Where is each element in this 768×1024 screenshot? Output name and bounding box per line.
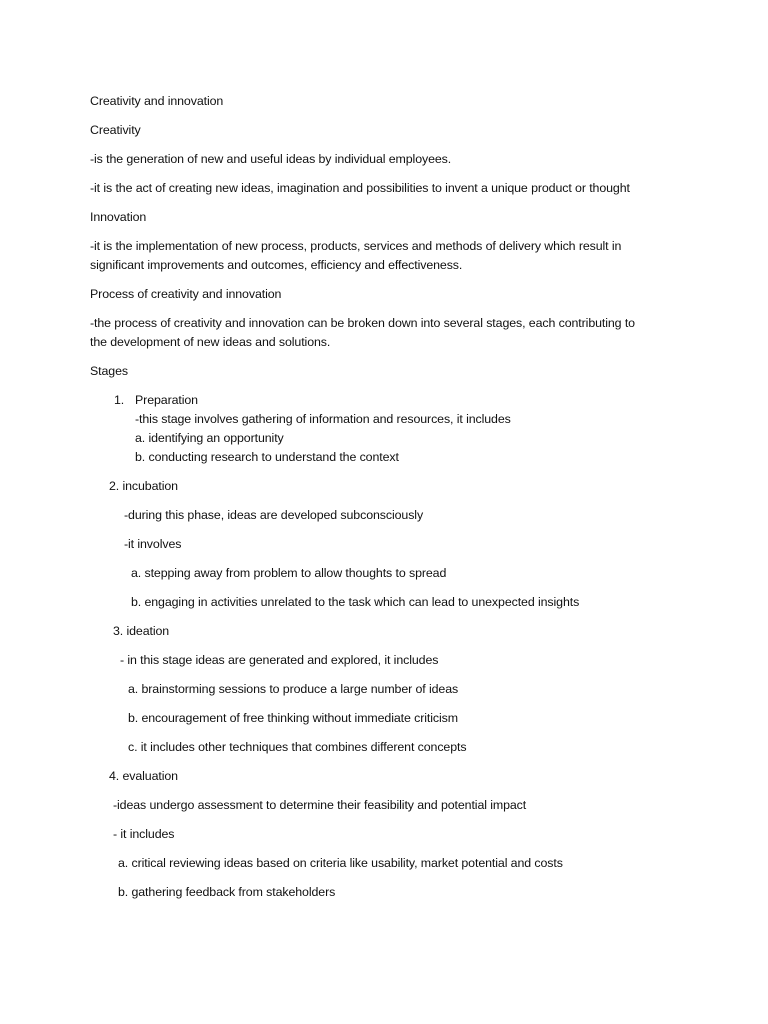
innovation-definition-line-2: significant improvements and outcomes, efficiency and effectiveness. (90, 258, 463, 272)
creativity-definition-2: -it is the act of creating new ideas, imagination and possibilities to invent a unique product or thought (90, 181, 630, 195)
innovation-heading: Innovation (90, 210, 147, 224)
creativity-definition-1: -is the generation of new and useful ideas by individual employees. (90, 152, 452, 166)
stage-2-title: 2. incubation (109, 479, 178, 493)
stage-2-item-b: b. engaging in activities unrelated to the task which can lead to unexpected insights (131, 595, 580, 609)
stage-1-item-b: b. conducting research to understand the context (135, 450, 399, 464)
process-description-line-1: -the process of creativity and innovation can be broken down into several stages, each contributing to (90, 316, 635, 330)
stage-4-includes: - it includes (113, 827, 175, 841)
stage-3-title: 3. ideation (113, 624, 170, 638)
document-title: Creativity and innovation (90, 94, 224, 108)
process-description-line-2: the development of new ideas and solutions. (90, 335, 331, 349)
stage-1-title: Preparation (135, 393, 198, 407)
stage-2-item-a: a. stepping away from problem to allow thoughts to spread (131, 566, 447, 580)
stage-3-item-b: b. encouragement of free thinking without immediate criticism (128, 711, 458, 725)
creativity-heading: Creativity (90, 123, 141, 137)
stage-1-item-a: a. identifying an opportunity (135, 431, 284, 445)
innovation-definition-line-1: -it is the implementation of new process, products, services and methods of delivery which result in (90, 239, 622, 253)
stage-2-involves: -it involves (124, 537, 182, 551)
stage-4-description: -ideas undergo assessment to determine their feasibility and potential impact (113, 798, 527, 812)
stage-4-title: 4. evaluation (109, 769, 178, 783)
stage-4-item-a: a. critical reviewing ideas based on criteria like usability, market potential and costs (118, 856, 563, 870)
stages-heading: Stages (90, 364, 128, 378)
stage-3-description: - in this stage ideas are generated and explored, it includes (120, 653, 439, 667)
stage-3-item-a: a. brainstorming sessions to produce a large number of ideas (128, 682, 459, 696)
stage-4-item-b: b. gathering feedback from stakeholders (118, 885, 336, 899)
stage-1-number: 1. (114, 393, 125, 407)
stage-3-item-c: c. it includes other techniques that combines different concepts (128, 740, 467, 754)
stage-1-description: -this stage involves gathering of information and resources, it includes (135, 412, 511, 426)
stage-2-description: -during this phase, ideas are developed subconsciously (124, 508, 424, 522)
process-heading: Process of creativity and innovation (90, 287, 282, 301)
